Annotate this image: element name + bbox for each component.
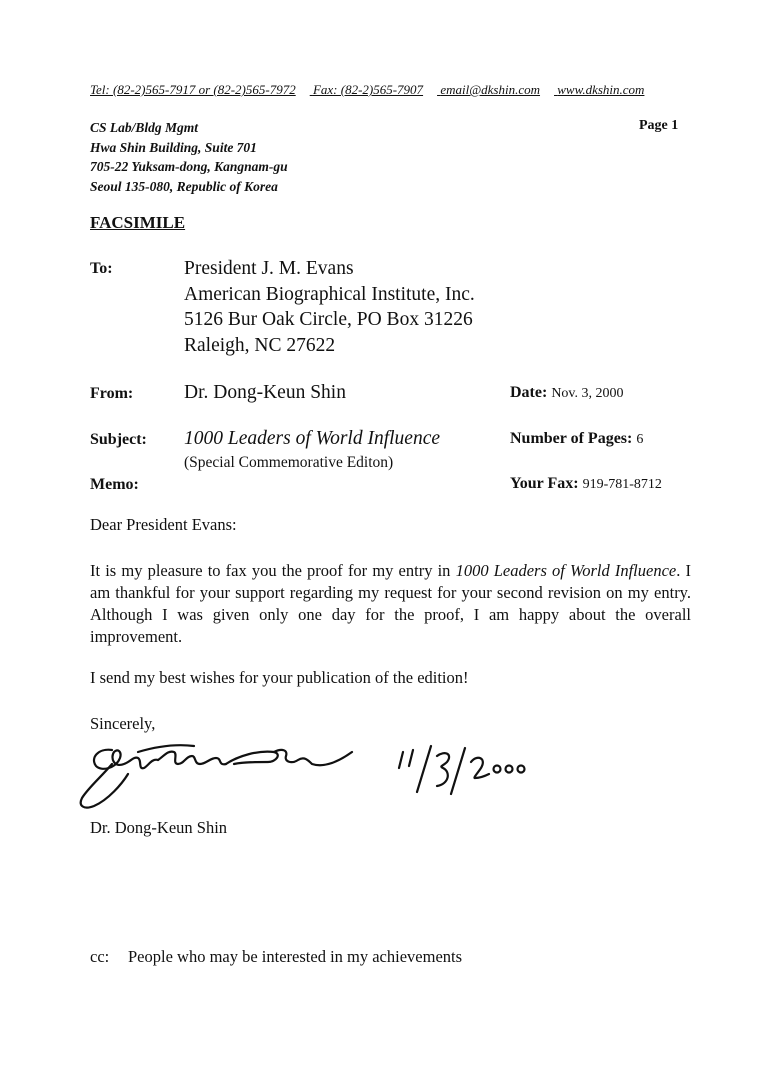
fax-number: Fax: (82-2)565-7907 xyxy=(312,82,424,97)
paragraph-1-rest: . I am thankful for your support regarding my request for your second revision on my entry. Although I was given only one day for the proof, I am happy about the overall improvement. xyxy=(90,561,692,646)
subject-label: Subject: xyxy=(90,431,147,448)
body-paragraph-1 xyxy=(90,560,691,648)
body-paragraph-2: I send my best wishes for your publication of the edition! xyxy=(90,668,469,687)
to-label: To: xyxy=(90,260,113,277)
handwritten-signature xyxy=(68,728,368,818)
recipient-line-3: 5126 Bur Oak Circle, PO Box 31226 xyxy=(184,309,473,330)
your-fax-value: 919-781-8712 xyxy=(582,477,662,492)
sender-line-2: Hwa Shin Building, Suite 701 xyxy=(90,139,257,155)
recipient-line-1: President J. M. Evans xyxy=(184,258,354,279)
signature-name: Dr. Dong-Keun Shin xyxy=(90,818,228,837)
date-field xyxy=(510,384,624,402)
email-address: email@dkshin.com xyxy=(440,82,541,97)
handwritten-date xyxy=(393,742,533,802)
subject-subtitle: (Special Commemorative Editon) xyxy=(184,454,394,471)
from-label: From: xyxy=(90,385,134,402)
website: www.dkshin.com xyxy=(557,82,645,97)
pages-value: 6 xyxy=(636,432,644,447)
sender-line-4: Seoul 135-080, Republic of Korea xyxy=(90,178,278,194)
date-label: Date: xyxy=(510,384,548,401)
recipient-line-4: Raleigh, NC 27622 xyxy=(184,334,336,356)
from-value: Dr. Dong-Keun Shin xyxy=(184,382,346,403)
paragraph-1-intro: It is my pleasure to fax you the proof for my entry in xyxy=(90,561,456,580)
cc-label: cc: xyxy=(90,947,110,966)
document-title: FACSIMILE xyxy=(90,213,186,232)
cc-value: People who may be interested in my achievements xyxy=(128,947,463,966)
contact-header xyxy=(90,82,644,98)
pages-label: Number of Pages: xyxy=(510,430,633,447)
closing: Sincerely, xyxy=(90,714,156,733)
salutation: Dear President Evans: xyxy=(90,515,237,534)
tel-numbers: Tel: (82-2)565-7917 or (82-2)565-7972 xyxy=(90,82,296,97)
your-fax-label: Your Fax: xyxy=(510,475,579,492)
date-value: Nov. 3, 2000 xyxy=(551,386,624,401)
subject-value: 1000 Leaders of World Influence xyxy=(184,428,441,449)
recipient-line-2: American Biographical Institute, Inc. xyxy=(184,283,475,305)
sender-line-1: CS Lab/Bldg Mgmt xyxy=(90,120,199,135)
pages-field xyxy=(510,430,643,448)
page-number: Page 1 xyxy=(639,118,679,133)
sender-address xyxy=(90,118,288,196)
recipient-address xyxy=(184,256,475,358)
publication-title: 1000 Leaders of World Influence xyxy=(455,561,677,580)
your-fax-field xyxy=(510,475,662,493)
memo-label: Memo: xyxy=(90,476,139,493)
sender-line-3: 705-22 Yuksam-dong, Kangnam-gu xyxy=(90,159,288,174)
